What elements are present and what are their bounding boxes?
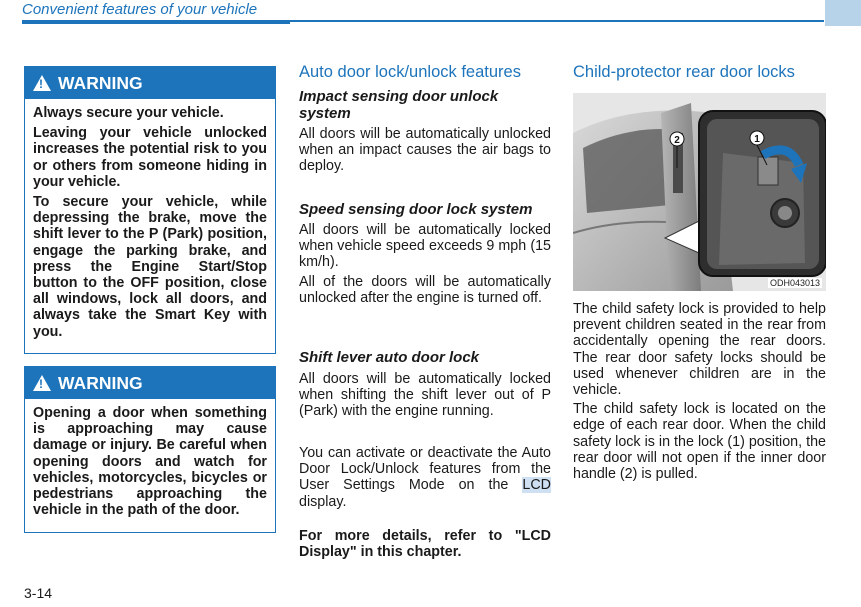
warning-paragraph: Leaving your vehicle unlocked increases the potential risk to you or others from someone hiding in your vehicle. (33, 125, 267, 190)
note-text-end: display. (299, 493, 347, 510)
shift-lever-lock-title: Shift lever auto door lock (299, 349, 480, 366)
impact-sensing-title: Impact sensing door unlock system (299, 88, 499, 122)
warning-header (25, 67, 275, 99)
body-paragraph: All of the doors will be automatically unlocked after the engine is turned off. (299, 273, 551, 306)
warning-label: WARNING (58, 72, 143, 93)
warning-label: WARNING (58, 372, 143, 393)
body-paragraph: All doors will be automatically unlocked when an impact causes the air bags to deploy. (299, 126, 551, 175)
child-lock-text (573, 301, 826, 485)
callout-1: 1 (754, 134, 760, 145)
page-number: 3-14 (24, 585, 53, 601)
warning-header (25, 367, 275, 399)
header-title-underbar (22, 20, 290, 24)
body-paragraph: All doors will be automatically locked when vehicle speed exceeds 9 mph (15 km/h). (299, 222, 551, 271)
warning-box-secure-vehicle (24, 66, 276, 354)
shift-lever-lock-text (299, 371, 551, 423)
body-paragraph: All doors will be automatically locked when shifting the shift lever out of P (Park) with the engine running. (299, 371, 551, 420)
section-header-title: Convenient features of your vehicle (22, 1, 258, 18)
more-details-note: For more details, refer to "LCD Display" in this chapter. (299, 528, 551, 561)
warning-paragraph: Opening a door when something is approaching may cause damage or injury. Be careful when opening doors and watch for vehicles, motorcycles, bicycles or pedestrians approaching the vehicle in the path of the door. (33, 405, 267, 519)
warning-body (25, 99, 275, 350)
speed-sensing-title: Speed sensing door lock system (299, 201, 533, 218)
user-settings-note (299, 445, 551, 510)
child-lock-figure (573, 93, 826, 291)
lcd-highlight: LCD (522, 477, 551, 494)
child-lock-illustration (573, 93, 826, 291)
impact-sensing-text (299, 126, 551, 178)
warning-body (25, 399, 275, 528)
warning-paragraph: Always secure your vehicle. (33, 105, 224, 121)
note-text: You can activate or deactivate the Auto Door Lock/Unlock features from the User Settings Mode on the (299, 445, 551, 494)
warning-box-opening-door (24, 366, 276, 533)
child-protector-title: Child-protector rear door locks (573, 63, 795, 81)
chapter-tab (825, 0, 861, 26)
callout-2: 2 (674, 135, 680, 146)
warning-triangle-icon (33, 375, 51, 391)
warning-triangle-icon (33, 75, 51, 91)
body-paragraph: The child safety lock is located on the edge of each rear door. When the child safety lock is in the lock (1) position, the rear door will not open if the inner door handle (2) is pulled. (573, 401, 826, 483)
body-paragraph: The child safety lock is provided to help prevent children seated in the rear from accidentally opening the rear doors. The rear door safety locks should be used whenever children are in the vehicle. (573, 301, 826, 399)
auto-door-lock-title: Auto door lock/unlock features (299, 63, 521, 81)
speed-sensing-text (299, 222, 551, 309)
figure-code: ODH043013 (769, 278, 820, 288)
warning-paragraph: To secure your vehicle, while depressing the brake, move the shift lever to the P (Park) position, engage the parking brake, and press the Engine Start/Stop button to the OFF position, close all windows, lock all doors, and always take the Smart Key with you. (33, 194, 267, 340)
